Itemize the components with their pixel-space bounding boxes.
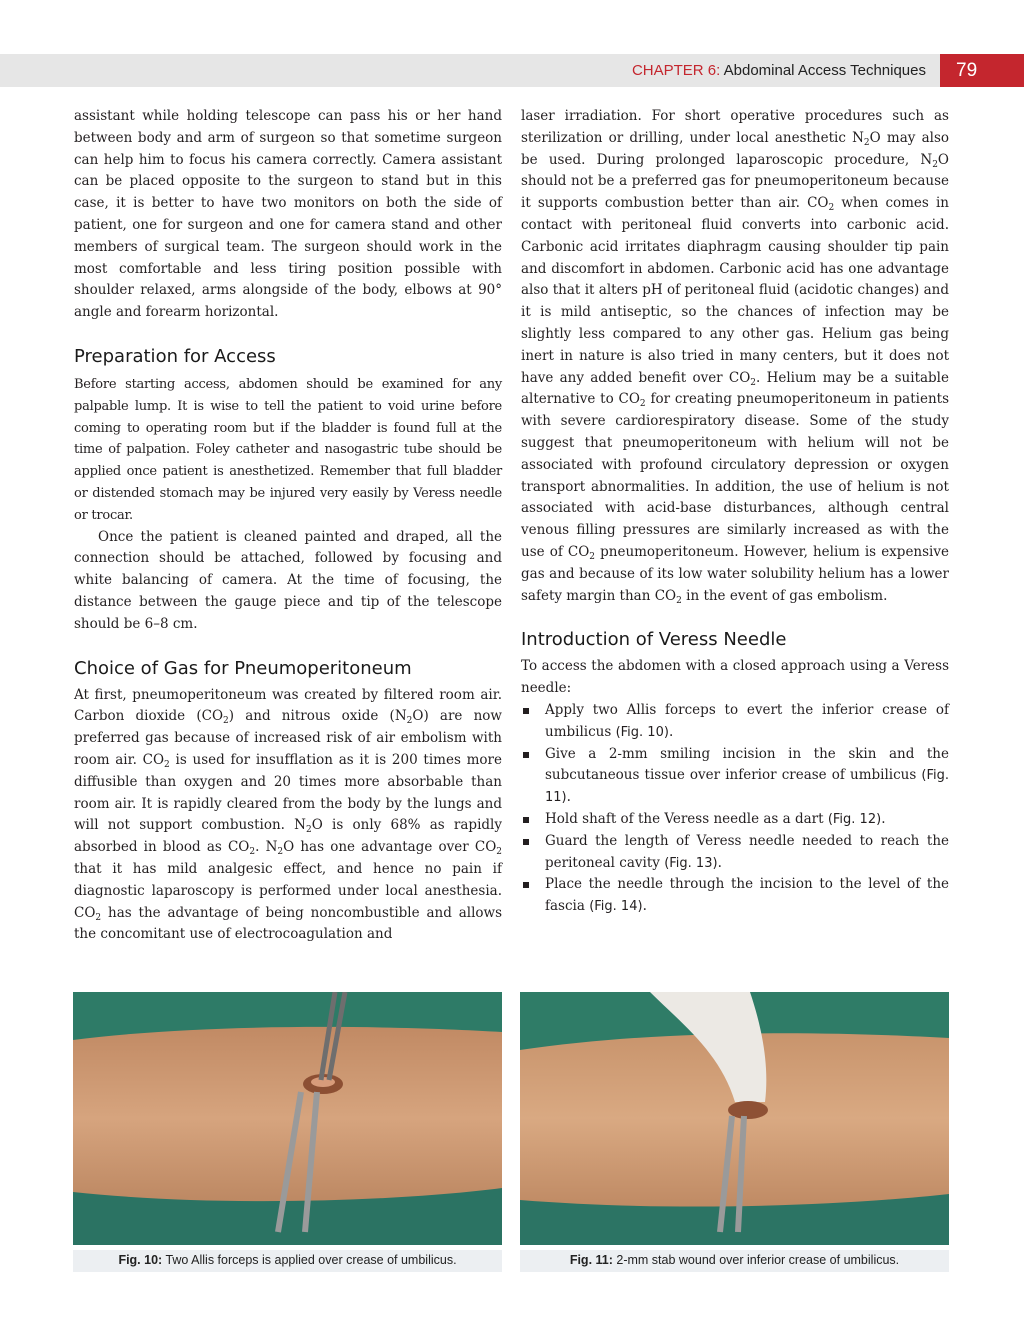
- list-item: Guard the length of Veress needle needed to reach the peritoneal cavity (Fig. 13).: [521, 831, 949, 875]
- caption-label: Fig. 11:: [569, 1253, 613, 1267]
- chapter-title: [632, 62, 926, 79]
- paragraph: assistant while holding telescope can pass his or her hand between body and arm of surgeon so that sometime surgeon can help him to focus his camera correctly. Camera assistant can be placed opposite to the surgeon to stand but in this case, it is better to have two monitors on both the side of patient, one for surgeon and one for camera stand and other members of surgical team. The surgeon should work in the most comfortable and less tiring position possible with shoulder relaxed, arms alongside of the body, elbows at 90° angle and forearm horizontal.: [74, 108, 502, 321]
- figure-11-photo: [520, 992, 949, 1245]
- caption-label: Fig. 10:: [118, 1253, 163, 1267]
- list-item: Give a 2-mm smiling incision in the skin and the subcutaneous tissue over inferior crease of umbilicus (Fig. 11).: [521, 744, 949, 809]
- figure-reference[interactable]: (Fig. 11): [545, 768, 949, 806]
- figure-reference[interactable]: (Fig. 14): [589, 899, 643, 915]
- heading-veress: Introduction of Veress Needle: [521, 629, 787, 651]
- heading-gas-choice: Choice of Gas for Pneumoperitoneum: [74, 657, 412, 679]
- paragraph-gas: At first, pneumoperitoneum was created by filtered room air. Carbon dioxide $(CO_2)$ and nitrous oxide $(N_2O)$ are now preferred gas because of increased risk of air embolism with room air. $CO_2$ is used for insufflation as it is 200 times more diffusible than oxygen and 20 times more absorbable than room air. It is rapidly cleared from the body by the lungs and will not support combustion. $N_2O$ is only 68% as rapidly absorbed in blood as $CO_2$. $N_2O$ has one advantage over $CO_2$ that it has mild analgesic effect, and hence no pain if diagnostic laparoscopy is performed under local anesthesia. $CO_2$ has the advantage of being noncombustible and allows the concomitant use of electrocoagulation and: [74, 686, 502, 943]
- running-header: [0, 54, 1024, 87]
- umbilicus-stab-wound-image: [520, 992, 949, 1245]
- paragraph: To access the abdomen with a closed approach using a Veress needle:: [521, 658, 949, 697]
- steps-list: [521, 700, 949, 918]
- list-item: Hold shaft of the Veress needle as a dart (Fig. 12).: [521, 809, 949, 831]
- figure-reference[interactable]: (Fig. 10): [615, 724, 669, 740]
- paragraph-gases: laser irradiation. For short operative procedures such as sterilization or drilling, under local anesthetic $N_2O$ may also be used. During prolonged laparoscopic procedure, $N_2O$ should not be a preferred gas for pneumoperitoneum because it supports combustion better than air. $CO_2$ when comes in contact with peritoneal fluid converts into carbonic acid. Carbonic acid irritates diaphragm causing shoulder tip pain and discomfort in abdomen. Carbonic acid has one advantage also that it alters pH of peritoneal fluid (acidotic changes) and it is mild antiseptic, so the chances of infection may be slightly less compared to any other gas. Helium gas being inert in nature is also tried in many centers, but it does not have any added benefit over $CO_2$. Helium may be a suitable alternative to $CO_2$ for creating pneumoperitoneum in patients with severe cardiorespiratory disease. Some of the study suggest that pneumoperitoneum with helium will not be associated with profound circulatory depression or oxygen transport abnormalities. In addition, the use of helium is not associated with acid-base disturbances, although central venous filling pressures are similarly increased as with the use of $CO_2$ pneumoperitoneum. However, helium is expensive gas and because of its low water solubility helium has a lower safety margin than $CO_2$ in the event of gas embolism.: [521, 108, 949, 606]
- umbilicus-allis-forceps-image: [73, 992, 502, 1245]
- figure-reference[interactable]: (Fig. 12): [827, 811, 882, 827]
- list-item: Place the needle through the incision to the level of the fascia (Fig. 14).: [521, 874, 949, 918]
- heading-preparation: Preparation for Access: [74, 345, 276, 367]
- caption-text: Two Allis forceps is applied over crease of umbilicus.: [165, 1253, 457, 1267]
- figure-10-caption: [73, 1250, 502, 1272]
- list-item: Apply two Allis forceps to evert the inferior crease of umbilicus (Fig. 10).: [521, 700, 949, 744]
- left-column: [74, 106, 502, 946]
- page-number: 79: [940, 54, 1024, 87]
- right-column: [521, 106, 949, 918]
- figure-reference[interactable]: (Fig. 13): [664, 855, 718, 871]
- chapter-name: Abdominal Access Techniques: [723, 62, 926, 79]
- figure-10-photo: [73, 992, 502, 1245]
- figure-11-caption: [520, 1250, 949, 1272]
- paragraph: Once the patient is cleaned painted and draped, all the connection should be attached, followed by focusing and white balancing of camera. At the time of focusing, the distance between the gauge piece and tip of the telescope should be 6–8 cm.: [74, 528, 502, 632]
- paragraph: Before starting access, abdomen should be examined for any palpable lump. It is wise to tell the patient to void urine before coming to operating room but if the bladder is found full at the time of palpation. Foley catheter and nasogastric tube should be applied once patient is anesthetized. Remember that full bladder or distended stomach may be injured very easily by Veress needle or trocar.: [74, 376, 502, 523]
- chapter-label: CHAPTER 6:: [631, 62, 721, 79]
- caption-text: 2-mm stab wound over inferior crease of umbilicus.: [616, 1253, 900, 1267]
